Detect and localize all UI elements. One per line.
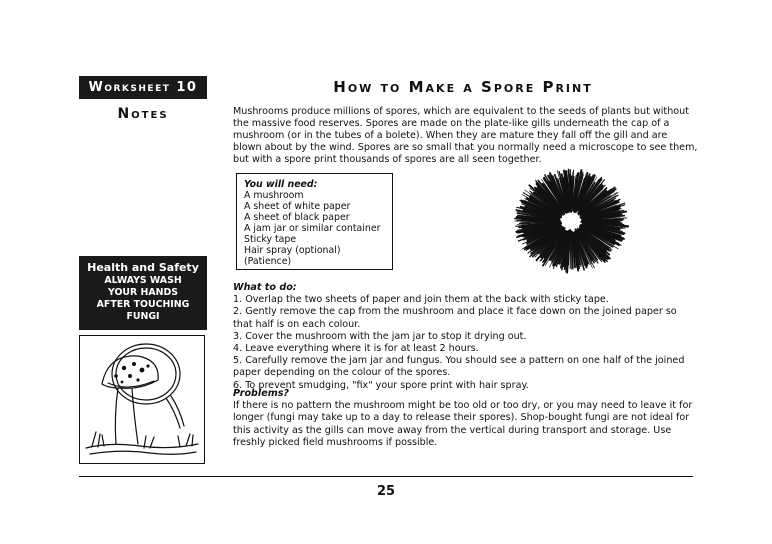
list-item: Sticky tape	[244, 234, 297, 245]
list-item: A sheet of white paper	[244, 201, 351, 212]
health-safety-line: FUNGI	[126, 311, 160, 322]
health-safety-body	[79, 275, 207, 323]
health-safety-box	[79, 256, 207, 330]
problems-text: If there is no pattern the mushroom might be too old or too dry, or you may need to leave it for longer (fungi may take up to a day to release their spores). Shop-bought fungi are not ideal for this activity as the gills can move away from the vertical during transport and storage. Use freshly picked field mushrooms if possible.	[233, 400, 693, 448]
illustration-graphic	[80, 336, 204, 463]
mushroom-jar-illustration	[79, 335, 205, 464]
step-item: 1. Overlap the two sheets of paper and join them at the back with sticky tape.	[233, 294, 609, 306]
page-title: How to Make a Spore Print	[333, 78, 593, 96]
intro-paragraph: Mushrooms produce millions of spores, which are equivalent to the seeds of plants but without the massive food reserves. Spores are made on the plate-like gills underneath the cap of a mushroom (or in the tubes of a bolete). When they are mature they fall off the gill and are blown about by the wind. Spores are so small that you normally need a microscope to see them, but with a spore print thousands of spores are all seen together.	[233, 106, 698, 166]
list-item: A mushroom	[244, 190, 304, 201]
page-number: 25	[376, 484, 396, 499]
list-item: Hair spray (optional)	[244, 245, 341, 256]
step-item: 4. Leave everything where it is for at least 2 hours.	[233, 343, 479, 355]
step-item: 6. To prevent smudging, "fix" your spore print with hair spray.	[233, 379, 529, 391]
worksheet-label: Worksheet 10	[79, 76, 207, 99]
list-item: A jam jar or similar container	[244, 223, 381, 234]
problems-section	[233, 388, 698, 449]
list-item: (Patience)	[244, 256, 292, 267]
spore-print-image	[508, 164, 634, 279]
problems-heading: Problems?	[233, 388, 289, 399]
list-item: A sheet of black paper	[244, 212, 350, 223]
step-item: 5. Carefully remove the jam jar and fungus. You should see a pattern on one half of the joined paper depending on the colour of the spores.	[233, 355, 685, 379]
footer-divider	[79, 476, 693, 477]
step-item: 3. Cover the mushroom with the jam jar to stop it drying out.	[233, 330, 527, 342]
step-item: 2. Gently remove the cap from the mushroom and place it face down on the joined paper so that half is on each colour.	[233, 306, 677, 330]
notes-heading: Notes	[117, 106, 169, 122]
you-will-need-box	[236, 173, 393, 270]
what-to-do-section	[233, 282, 698, 392]
health-safety-line: ALWAYS WASH	[104, 275, 182, 286]
health-safety-title: Health and Safety	[87, 261, 199, 274]
what-to-do-heading: What to do:	[233, 282, 297, 293]
health-safety-line: YOUR HANDS	[107, 287, 178, 298]
health-safety-line: AFTER TOUCHING	[96, 299, 190, 310]
spore-print-graphic	[508, 164, 634, 279]
you-will-need-heading: You will need:	[244, 179, 318, 190]
